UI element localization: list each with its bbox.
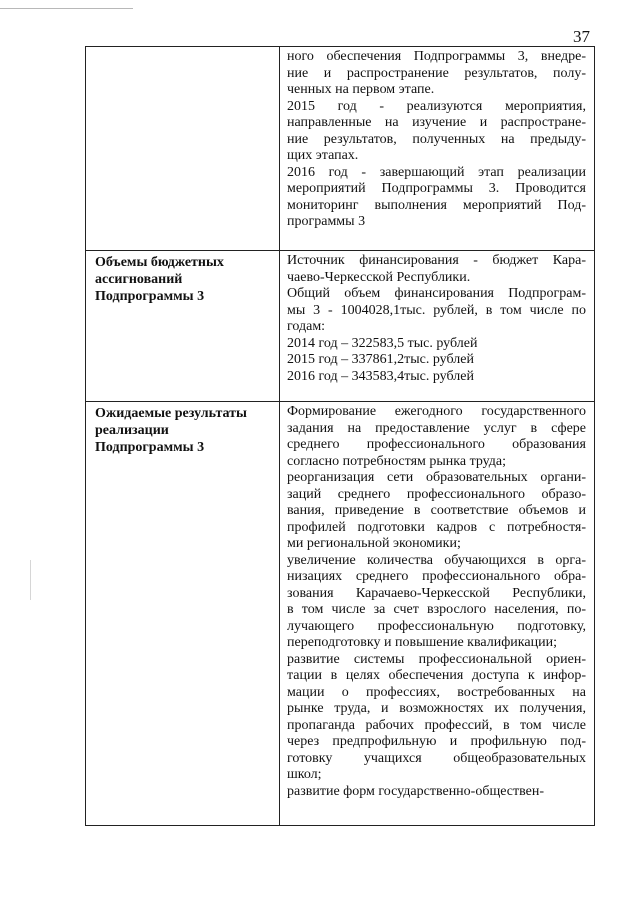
text-line: ние результатов, полученных на предыду- xyxy=(287,131,586,147)
text-line: развитие форм государственно-обществен- xyxy=(287,783,545,799)
content-paragraph xyxy=(287,404,586,470)
text-line: чаево-Черкесской Республики. xyxy=(287,269,471,285)
content-paragraph xyxy=(287,253,586,286)
row-label-cell xyxy=(86,47,280,251)
table-row xyxy=(86,47,595,251)
content-paragraph xyxy=(287,784,586,801)
text-line: Общий объем финансирования Подпрограм- xyxy=(287,286,586,301)
row-content-cell xyxy=(280,47,595,251)
text-line: тации в целях обеспечения доступа к инфор- xyxy=(287,668,586,683)
content-paragraph xyxy=(287,652,586,784)
text-line: мероприятий Подпрограммы 3. Проводится xyxy=(287,181,586,196)
text-line: лучающего профессиональную подготовку, xyxy=(287,618,586,634)
text-line: ченных на первом этапе. xyxy=(287,82,435,97)
text-line: направленные на изучение и распростране- xyxy=(287,115,586,130)
row-label-line: Объемы бюджетных xyxy=(95,255,224,270)
content-paragraph xyxy=(287,99,586,165)
text-line: вания, приведение в соответствие объемов и xyxy=(287,503,586,518)
text-line: готовку учащихся общеобразовательных xyxy=(287,750,586,766)
row-label-line: Подпрограммы 3 xyxy=(95,289,205,304)
row-label-cell xyxy=(86,251,280,402)
text-line: согласно потребностям рынка труда; xyxy=(287,453,507,469)
text-line: рынке труда, и возможностях их получения, xyxy=(287,701,586,716)
row-label-line: Ожидаемые результаты xyxy=(95,406,247,421)
text-line: 2015 год – 337861,2тыс. рублей xyxy=(287,352,474,367)
text-line: Источник финансирования - бюджет Кара- xyxy=(287,253,586,268)
text-line: развитие системы профессиональной ориен- xyxy=(287,651,586,667)
text-line: ми региональной экономики; xyxy=(287,536,461,551)
content-paragraph xyxy=(287,49,586,99)
text-line: 2016 год – 343583,4тыс. рублей xyxy=(287,368,474,384)
text-line: низациях среднего профессионального обра- xyxy=(287,569,586,584)
text-line: профилей подготовки кадров с потребностя- xyxy=(287,519,586,535)
passport-table xyxy=(85,46,595,826)
content-paragraph xyxy=(287,286,586,336)
text-line: школ; xyxy=(287,767,322,782)
content-paragraph xyxy=(287,165,586,231)
content-paragraph xyxy=(287,352,586,369)
row-label-line: Подпрограммы 3 xyxy=(95,440,205,455)
text-line: в том числе за счет взрослого населения, по- xyxy=(287,602,586,617)
text-line: программы 3 xyxy=(287,214,366,229)
text-line: щих этапах. xyxy=(287,148,359,163)
page-number: 37 xyxy=(573,27,590,46)
scan-mark xyxy=(30,560,31,600)
row-label-line: ассигнований xyxy=(95,272,183,287)
text-line: заций среднего профессионального образо- xyxy=(287,486,586,502)
row-content-cell xyxy=(280,402,595,826)
text-line: ного обеспечения Подпрограммы 3, внедре- xyxy=(287,49,586,64)
text-line: 2015 год - реализуются мероприятия, xyxy=(287,98,586,114)
row-content-cell xyxy=(280,251,595,402)
text-line: годам: xyxy=(287,319,326,334)
text-line: 2014 год – 322583,5 тыс. рублей xyxy=(287,335,478,351)
row-label-line: реализации xyxy=(95,423,169,438)
text-line: задания на предоставление услуг в сфере xyxy=(287,420,586,436)
text-line: зования Карачаево-Черкесской Республики, xyxy=(287,585,586,601)
content-paragraph xyxy=(287,553,586,652)
text-line: мации о профессиях, востребованных на xyxy=(287,684,586,700)
top-rule xyxy=(0,8,133,9)
content-paragraph xyxy=(287,470,586,553)
text-line: 2016 год - завершающий этап реализации xyxy=(287,164,586,180)
text-line: мы 3 - 1004028,1тыс. рублей, в том числе по xyxy=(287,302,586,318)
text-line: через предпрофильную и профильную под- xyxy=(287,734,586,749)
text-line: ние и распространение результатов, полу- xyxy=(287,65,586,81)
text-line: среднего профессионального образования xyxy=(287,437,586,452)
text-line: переподготовку и повышение квалификации; xyxy=(287,635,557,650)
text-line: увеличение количества обучающихся в орга- xyxy=(287,552,586,568)
row-label-cell xyxy=(86,402,280,826)
text-line: реорганизация сети образовательных органи- xyxy=(287,470,586,485)
table-row xyxy=(86,402,595,826)
table-row xyxy=(86,251,595,402)
text-line: мониторинг выполнения мероприятий Под- xyxy=(287,197,586,213)
text-line: Формирование ежегодного государственного xyxy=(287,404,586,419)
text-line: пропаганда рабочих профессий, в том числе xyxy=(287,717,586,733)
content-paragraph xyxy=(287,369,586,386)
content-paragraph xyxy=(287,336,586,353)
